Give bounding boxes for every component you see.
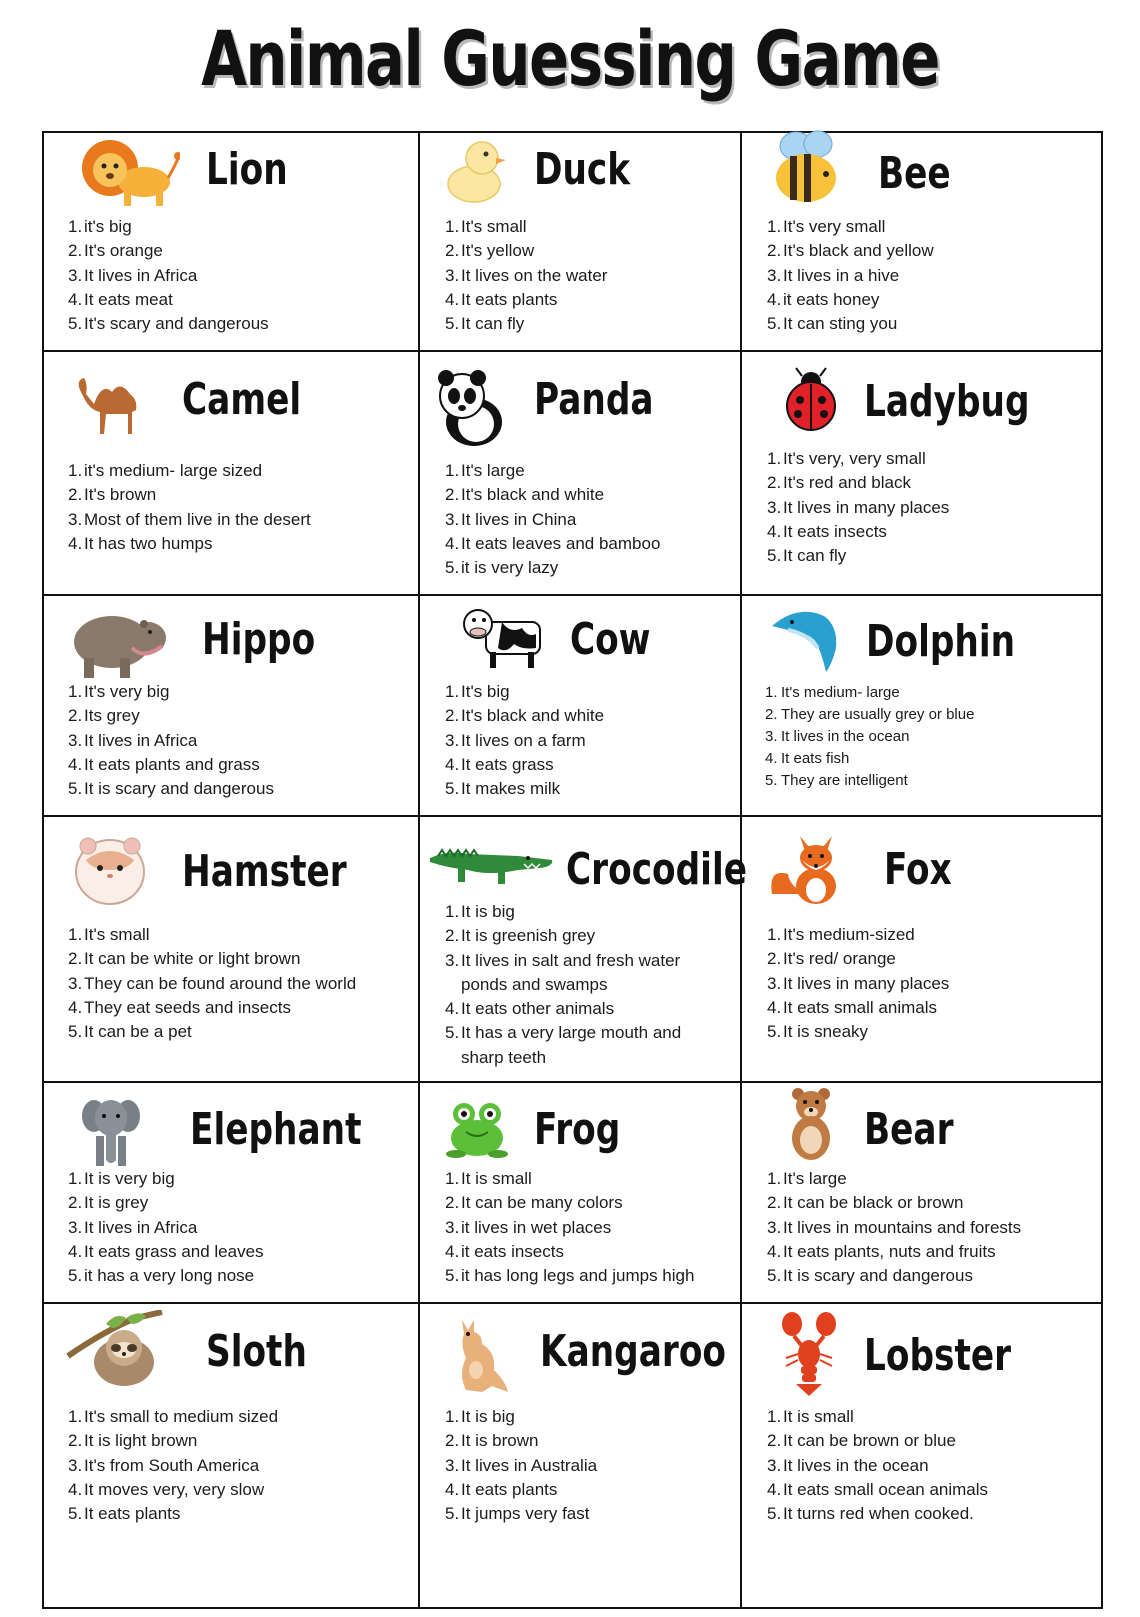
animal-name: Hippo: [202, 614, 316, 665]
animal-name: Dolphin: [866, 616, 1016, 667]
clue-item: 3. It lives in Africa: [68, 730, 198, 750]
clue-item: 5. It eats plants: [68, 1504, 181, 1524]
clue-item: 4. It eats small animals: [767, 997, 937, 1017]
clue-item: sharp teeth: [461, 1047, 547, 1067]
clue-item: 5. It is scary and dangerous: [68, 779, 274, 799]
clue-item: 2. It can be black or brown: [767, 1193, 964, 1213]
clue-list: [767, 1167, 1021, 1288]
clue-list: [445, 215, 607, 336]
cow-icon: [462, 604, 544, 675]
clue-item: 4. It eats meat: [68, 289, 173, 309]
clue-item: 3. It lives in the ocean: [765, 728, 910, 745]
clue-item: 1. It's very big: [68, 682, 170, 701]
clue-list: [767, 215, 934, 336]
clue-list: [68, 923, 356, 1044]
clue-item: ponds and swamps: [461, 974, 608, 994]
clue-item: 4. It eats small ocean animals: [767, 1479, 989, 1499]
clue-item: 3. It lives in Australia: [445, 1455, 598, 1475]
clue-list: [445, 680, 604, 801]
clue-list: [445, 1405, 597, 1526]
clue-list: [68, 1167, 264, 1288]
animal-name: Hamster: [182, 846, 347, 897]
clue-list: [767, 1405, 988, 1526]
clue-item: 5. It has a very large mouth and: [445, 1023, 682, 1043]
clue-list: [767, 923, 949, 1044]
clue-list: [68, 215, 269, 336]
clue-item: 4. It eats insects: [767, 521, 887, 541]
clue-item: 5. It makes milk: [445, 779, 561, 799]
clue-list: [445, 459, 660, 580]
clue-item: 2. It's orange: [68, 241, 163, 261]
hippo-icon: [70, 606, 168, 685]
clue-item: 1. It's large: [767, 1169, 847, 1188]
clue-item: 3. They can be found around the world: [68, 973, 357, 993]
clue-item: 3. It lives in Africa: [68, 265, 198, 285]
animal-name: Cow: [570, 614, 651, 665]
clue-list: [445, 900, 681, 1070]
clue-item: 3. it lives in wet places: [445, 1217, 612, 1237]
clue-item: 3. It lives in a hive: [767, 265, 900, 285]
hamster-icon: [72, 830, 148, 913]
clue-item: 1. It's large: [445, 461, 525, 480]
clue-list: [68, 1405, 278, 1526]
animal-name: Bee: [878, 148, 951, 199]
clue-item: 1. It's small to medium sized: [68, 1407, 279, 1426]
frog-icon: [446, 1098, 508, 1165]
sloth-icon: [66, 1310, 164, 1395]
clue-item: 2. They are usually grey or blue: [765, 706, 975, 723]
clue-item: 2. It's red and black: [767, 473, 911, 493]
clue-list: [68, 459, 311, 556]
animal-name: Panda: [534, 374, 654, 425]
clue-item: 1. it's big: [68, 217, 132, 236]
clue-item: 2. It can be white or light brown: [68, 949, 301, 969]
clue-item: 4. It moves very, very slow: [68, 1479, 265, 1499]
clue-item: 5. It jumps very fast: [445, 1504, 590, 1524]
clue-list: [767, 447, 949, 568]
fox-icon: [768, 828, 848, 913]
clue-item: 1. It is small: [767, 1407, 854, 1426]
clue-item: 4. it eats honey: [767, 289, 880, 309]
clue-item: 1. It is big: [445, 902, 515, 921]
clue-item: 5. it has long legs and jumps high: [445, 1266, 695, 1286]
clue-item: 1. It's medium-sized: [767, 925, 915, 944]
clue-item: 4. it eats insects: [445, 1241, 564, 1261]
clue-item: 5. it is very lazy: [445, 558, 559, 578]
animal-name: Lion: [206, 144, 288, 195]
ladybug-icon: [780, 366, 842, 439]
clue-item: 3. It lives in the ocean: [767, 1455, 929, 1475]
clue-item: 1. It is very big: [68, 1169, 175, 1188]
clue-item: 5. It can be a pet: [68, 1022, 192, 1042]
animal-name: Elephant: [190, 1104, 362, 1155]
clue-item: 2. It is grey: [68, 1193, 149, 1213]
clue-item: 4. It eats plants and grass: [68, 754, 260, 774]
bee-icon: [770, 128, 844, 211]
animal-name: Sloth: [206, 1326, 307, 1377]
animal-name: Kangaroo: [540, 1326, 727, 1377]
crocodile-icon: [428, 836, 556, 895]
clue-item: 1. It is big: [445, 1407, 515, 1426]
clue-item: 1. it's medium- large sized: [68, 461, 263, 480]
clue-item: 3. It's from South America: [68, 1455, 260, 1475]
clue-item: 4. They eat seeds and insects: [68, 997, 291, 1017]
clue-item: 2. It's black and white: [445, 706, 605, 726]
clue-item: 1. It's small: [445, 217, 527, 236]
clue-item: 5. It turns red when cooked.: [767, 1504, 974, 1524]
clue-item: 3. Most of them live in the desert: [68, 509, 311, 529]
clue-item: 4. It eats grass and leaves: [68, 1241, 264, 1261]
clue-item: 1. It's small: [68, 925, 150, 944]
clue-item: 3. It lives in China: [445, 509, 577, 529]
clue-list: [68, 680, 274, 801]
animal-name: Ladybug: [864, 376, 1030, 427]
clue-item: 1. It's big: [445, 682, 510, 701]
animal-name: Lobster: [864, 1330, 1012, 1381]
panda-icon: [436, 368, 508, 453]
clue-item: 4. It eats leaves and bamboo: [445, 533, 661, 553]
clue-item: 5. it has a very long nose: [68, 1266, 255, 1286]
clue-item: 4. It has two humps: [68, 533, 213, 553]
clue-item: 1. It's very, very small: [767, 449, 926, 468]
clue-item: 4. It eats other animals: [445, 999, 615, 1019]
clue-item: 2. It is brown: [445, 1431, 539, 1451]
duck-icon: [444, 138, 508, 211]
clue-item: 2. It's yellow: [445, 241, 535, 261]
clue-item: 2. It can be brown or blue: [767, 1431, 956, 1451]
lion-icon: [80, 134, 180, 214]
animal-name: Bear: [864, 1104, 954, 1155]
clue-item: 5. It can fly: [767, 546, 847, 566]
clue-item: 1. It is small: [445, 1169, 532, 1188]
clue-item: 2. It is greenish grey: [445, 926, 596, 946]
clue-list: [445, 1167, 694, 1288]
clue-item: 5. It can sting you: [767, 314, 898, 334]
clue-item: 1. It's medium- large: [765, 684, 900, 701]
clue-item: 3. It lives in mountains and forests: [767, 1217, 1022, 1237]
page-title: Animal Guessing Game: [201, 14, 939, 103]
clue-item: 3. It lives in many places: [767, 497, 950, 517]
clue-item: 4. It eats plants: [445, 289, 558, 309]
clue-item: 3. It lives on a farm: [445, 730, 586, 750]
clue-item: 2. It is light brown: [68, 1431, 198, 1451]
camel-icon: [72, 372, 150, 443]
clue-list: [765, 682, 974, 792]
clue-item: 2. It's black and yellow: [767, 241, 934, 261]
clue-item: 4. It eats plants: [445, 1479, 558, 1499]
clue-item: 5. It is sneaky: [767, 1022, 869, 1042]
animal-name: Camel: [182, 374, 302, 425]
clue-item: 5. They are intelligent: [765, 772, 908, 789]
clue-item: 2. It's brown: [68, 485, 157, 505]
animal-name: Crocodile: [566, 844, 747, 895]
clue-item: 3. It lives in salt and fresh water: [445, 950, 681, 970]
clue-item: 3. It lives on the water: [445, 265, 608, 285]
animal-name: Fox: [884, 844, 952, 895]
animal-name: Duck: [534, 144, 631, 195]
clue-item: 5. It can fly: [445, 314, 525, 334]
clue-item: 2. It's red/ orange: [767, 949, 896, 969]
lobster-icon: [780, 1310, 838, 1403]
animal-name: Frog: [534, 1104, 621, 1155]
clue-item: 4. It eats fish: [765, 750, 850, 767]
clue-item: 2. It's black and white: [445, 485, 605, 505]
dolphin-icon: [768, 602, 842, 679]
elephant-icon: [80, 1094, 142, 1175]
kangaroo-icon: [452, 1314, 510, 1399]
clue-item: 5. It's scary and dangerous: [68, 314, 269, 334]
clue-item: 4. It eats grass: [445, 754, 554, 774]
clue-item: 2. Its grey: [68, 706, 140, 726]
clue-item: 3. It lives in Africa: [68, 1217, 198, 1237]
clue-item: 1. It's very small: [767, 217, 886, 236]
bear-icon: [788, 1086, 834, 1165]
clue-item: 3. It lives in many places: [767, 973, 950, 993]
clue-item: 5. It is scary and dangerous: [767, 1266, 973, 1286]
clue-item: 2. It can be many colors: [445, 1193, 623, 1213]
clue-item: 4. It eats plants, nuts and fruits: [767, 1241, 996, 1261]
